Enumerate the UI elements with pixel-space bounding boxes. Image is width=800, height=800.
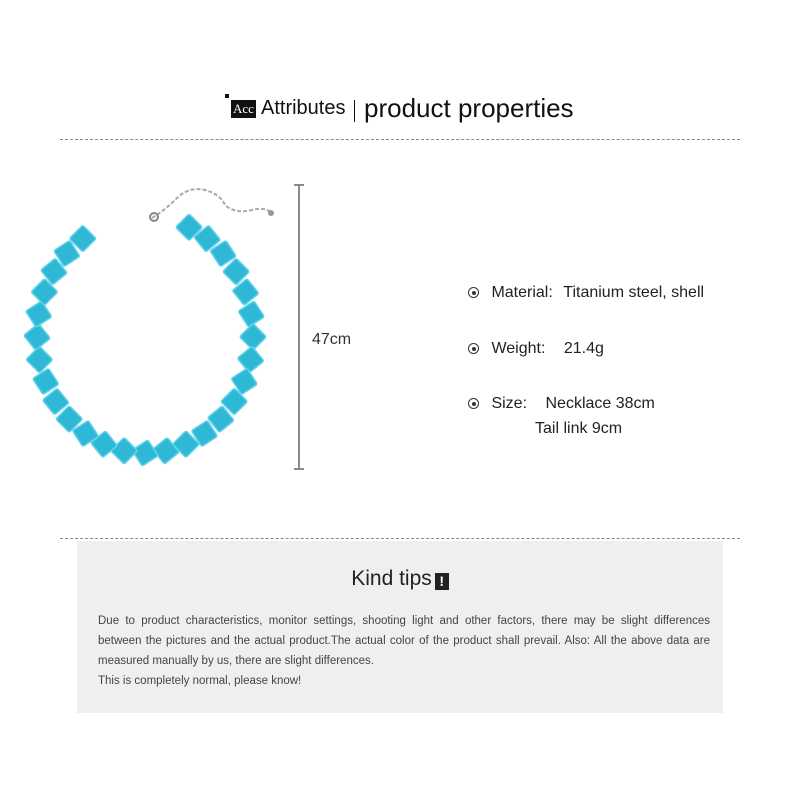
size-row-tail (535, 420, 622, 438)
dimension-cap-bottom (294, 468, 304, 470)
warning-icon: ! (435, 573, 449, 590)
bottom-dashed-divider (60, 538, 740, 539)
logo-square-icon (225, 94, 229, 98)
size-value-necklace: Necklace 38cm (545, 395, 655, 412)
acc-badge: Acc (233, 101, 254, 116)
necklace-image (20, 180, 310, 480)
bead-strand (24, 214, 267, 466)
bullet-icon (468, 398, 479, 409)
weight-label: Weight: (491, 340, 546, 357)
size-label: Size: (491, 395, 528, 412)
weight-row (468, 340, 604, 358)
kind-tips-text-last: This is completely normal, please know! (98, 675, 302, 687)
top-dashed-divider (60, 139, 740, 140)
kind-tips-title: Kind tips (351, 567, 432, 590)
kind-tips-text: Due to product characteristics, monitor settings, shooting light and other factors, there may be slight differences between the pictures and the actual product.The actual color of the product shall prevail. Also: All the above data are measured manually by us, there are slight differences. (98, 615, 710, 667)
material-row (468, 284, 704, 302)
size-row (468, 395, 655, 413)
attributes-header (0, 88, 800, 128)
dimension-line (298, 184, 300, 470)
bead (26, 301, 52, 327)
material-label: Material: (491, 284, 553, 301)
bullet-icon (468, 287, 479, 298)
title-divider (354, 100, 355, 122)
bead (237, 346, 264, 373)
weight-value: 21.4g (563, 340, 604, 357)
page-title: product properties (364, 93, 574, 123)
chain-link (152, 189, 270, 218)
bullet-icon (468, 343, 479, 354)
size-value-tail: Tail link 9cm (535, 420, 623, 437)
bead (240, 323, 267, 350)
kind-tips-title-row (77, 567, 723, 591)
attributes-label: Attributes (261, 97, 346, 119)
bead (24, 323, 51, 350)
kind-tips-body (98, 611, 710, 691)
length-label: 47cm (312, 331, 352, 348)
chain-end (268, 210, 274, 216)
bead (238, 301, 264, 327)
material-value: Titanium steel, shell (563, 284, 705, 301)
dimension-cap-top (294, 184, 304, 186)
kind-tips-panel (77, 541, 723, 713)
extension-chain (150, 189, 274, 221)
